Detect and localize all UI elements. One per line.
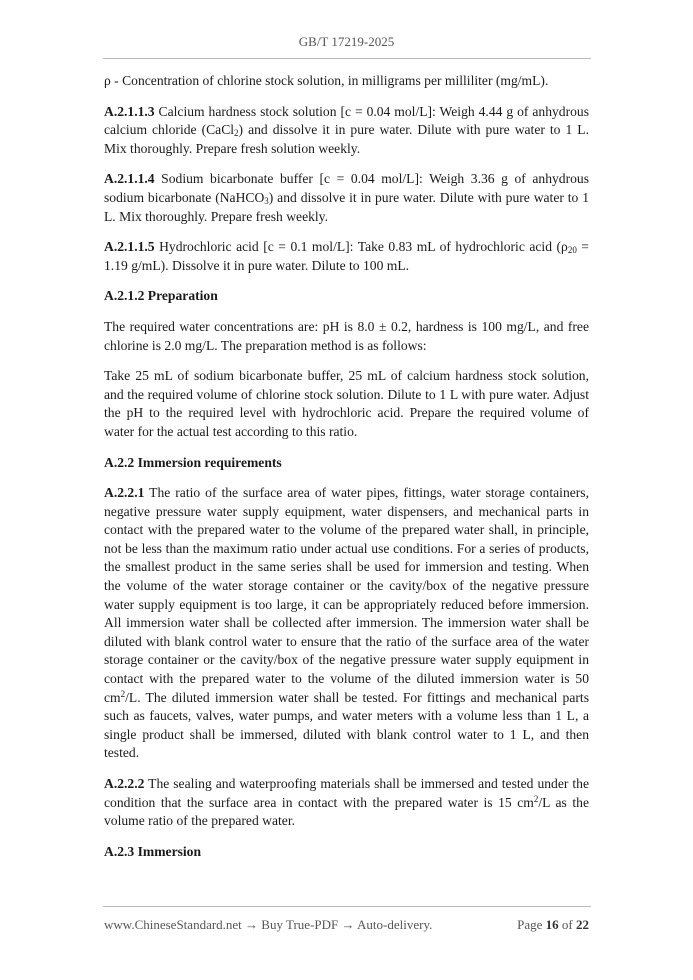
- clause-text: = 1.19 g/mL). Dissolve it in pure water. Dilute to 100 mL.: [104, 239, 589, 273]
- clause-text: The sealing and waterproofing materials shall be immersed and tested under the condition that the surface area in contact with the prepared water is 15 cm: [104, 776, 589, 810]
- clause-a-2-2-1: [104, 484, 589, 763]
- footer-link[interactable]: www.ChineseStandard.net → Buy True-PDF → Auto-delivery.: [104, 917, 433, 932]
- footer-divider: [103, 906, 591, 907]
- clause-text: Hydrochloric acid [c = 0.1 mol/L]: Take 0.83 mL of hydrochloric acid (ρ: [154, 239, 568, 255]
- paragraph-preparation-method: Take 25 mL of sodium bicarbonate buffer, 25 mL of calcium hardness stock solution, and the required volume of chlorine stock solution. Dilute to 1 L with pure water. Adjust the pH to the required level with hydrochloric acid. Prepare the required volume of water for the actual test according to this ratio.: [104, 368, 589, 439]
- page-indicator: [517, 917, 589, 933]
- heading-immersion-requirements: [104, 454, 589, 473]
- heading-text: A.2.3 Immersion: [104, 843, 202, 859]
- clause-number: A.2.1.1.3: [104, 103, 155, 119]
- paragraph-rho-definition: ρ - Concentration of chlorine stock solution, in milligrams per milliliter (mg/mL).: [104, 73, 549, 88]
- page-total: 22: [576, 917, 589, 932]
- clause-a-2-1-1-5: [104, 238, 589, 275]
- clause-text: The ratio of the surface area of water pipes, fittings, water storage containers, negative pressure water supply equipment, water dispensers, and mechanical parts in contact with the prepared water to the volume of the prepared water shall, in principle, not be less than the maximum ratio under actual use conditions. For a series of products, the smallest product in the same series shall be used for immersion and testing. When the volume of the water storage container or the cavity/box of the negative pressure water supply equipment is too large, it can be appropriately reduced before immersion. All immersion water shall be collected after immersion. The immersion water shall be diluted with blank control water to ensure that the ratio of the surface area of the water storage container or the cavity/box of the negative pressure water supply equipment in contact with the prepared water to the volume of the diluted immersion water is 50 cm: [104, 485, 589, 705]
- superscript: 2: [120, 688, 126, 699]
- clause-text: Sodium bicarbonate buffer [c = 0.04 mol/L]: Weigh 3.36 g of anhydrous sodium bicarbonate (NaHCO: [104, 171, 589, 205]
- heading-text: A.2.2 Immersion requirements: [104, 454, 282, 470]
- clause-number: A.2.1.1.4: [104, 171, 155, 187]
- header-divider: [103, 58, 591, 59]
- of-label: of: [561, 917, 573, 932]
- clause-text: ) and dissolve it in pure water. Dilute with pure water to 1 L. Mix thoroughly. Prepare fresh solution weekly.: [104, 122, 589, 156]
- clause-text: ) and dissolve it in pure water. Dilute with pure water to 1 L. Mix thoroughly. Prepare fresh weekly.: [104, 189, 590, 224]
- clause-number: A.2.1.1.5: [104, 239, 155, 255]
- page-number: 16: [545, 917, 559, 932]
- subscript: 20: [567, 245, 577, 256]
- clause-text: /L as the volume ratio of the prepared water.: [104, 794, 589, 829]
- heading-immersion: [104, 843, 589, 862]
- clause-number: A.2.2.1: [104, 485, 145, 501]
- paragraph-required-concentrations: The required water concentrations are: pH is 8.0 ± 0.2, hardness is 100 mg/L, and free chlorine is 2.0 mg/L. The preparation method is as follows:: [104, 318, 589, 353]
- heading-text: A.2.1.2 Preparation: [104, 288, 218, 304]
- page-label: Page: [517, 917, 543, 932]
- clause-text: Calcium hardness stock solution [c = 0.04 mol/L]: Weigh 4.44 g of anhydrous calcium chloride (CaCl: [104, 103, 589, 138]
- clause-a-2-2-2: [104, 775, 589, 831]
- clause-text: /L. The diluted immersion water shall be tested. For fittings and mechanical parts such as faucets, valves, water pumps, and water meters with a volume less than 1 L, a single product shall be immersed, diluted with blank control water to 1 L, and then tested.: [104, 689, 589, 761]
- clause-a-2-1-1-4: [104, 170, 589, 226]
- superscript: 2: [533, 793, 539, 804]
- heading-preparation: [104, 287, 589, 306]
- clause-a-2-1-1-3: [104, 103, 589, 159]
- clause-number: A.2.2.2: [104, 776, 145, 791]
- subscript: 3: [264, 195, 269, 206]
- page-header: GB/T 17219-2025: [298, 34, 395, 49]
- subscript: 2: [234, 128, 239, 139]
- document-body: [104, 72, 589, 873]
